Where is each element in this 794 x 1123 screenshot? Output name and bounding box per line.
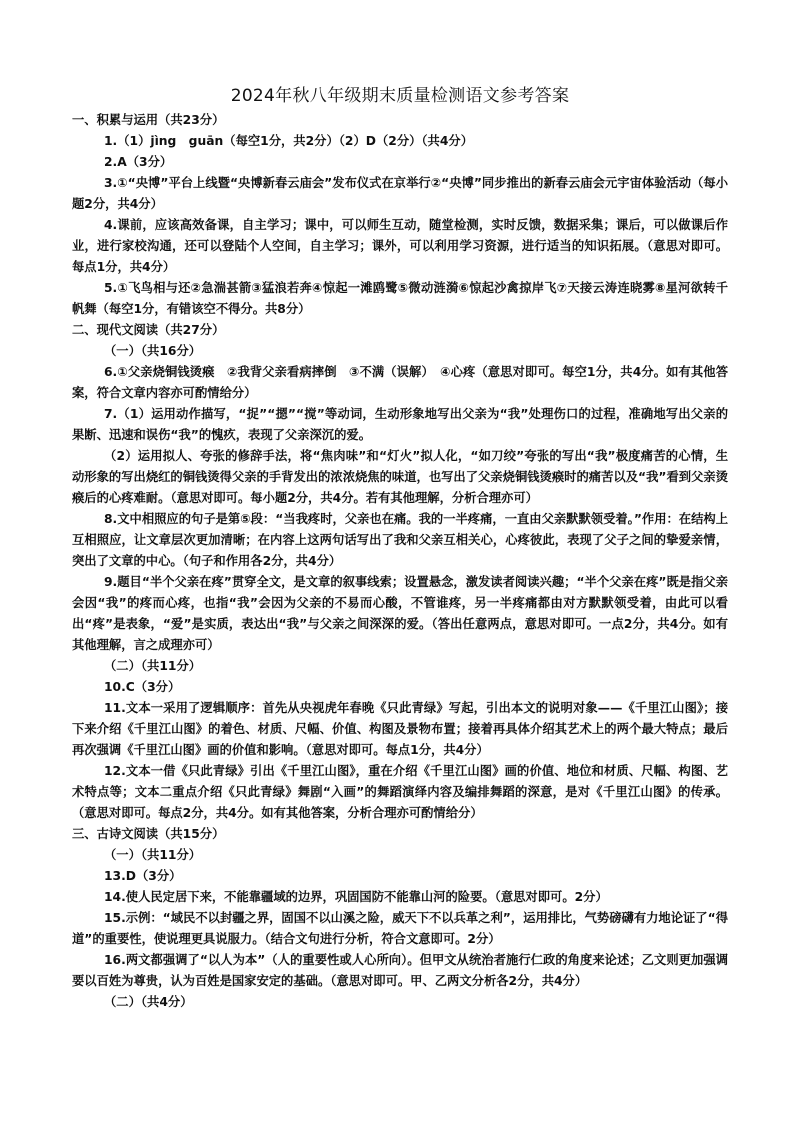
- answer-paragraph: 7.（1）运用动作描写，“捉”“摁”“搅”等动词，生动形象地写出父亲为“我”处理伤口的过程，准确地写出父亲的果断、迅速和误伤“我”的愧疚，表现了父亲深沉的爱。: [72, 407, 728, 442]
- answer-paragraph: 15.示例：“域民不以封疆之界，固国不以山溪之险，威天下不以兵革之利”，运用排比，气势磅礴有力地论证了“得道”的重要性，使说理更具说服力。（结合文句进行分析，符合文意即可。2分）: [72, 911, 728, 946]
- answer-content: [72, 110, 728, 1013]
- answer-paragraph: 8.文中相照应的句子是第⑤段：“当我疼时，父亲也在痛。我的一半疼痛，一直由父亲默默领受着。”作用：在结构上互相照应，让文章层次更加清晰；在内容上这两句话写出了我和父亲互相关心，心疼彼此，表现了父子之间的挚爱亲情，突出了文章的中心。（句子和作用各2分，共4分）: [72, 512, 728, 568]
- answer-paragraph: 9.题目“半个父亲在疼”贯穿全文，是文章的叙事线索；设置悬念，激发读者阅读兴趣；“半个父亲在疼”既是指父亲会因“我”的疼而心疼，也指“我”会因为父亲的不易而心酸，不管谁疼，另一半疼痛都由对方默默领受着，由此可以看出“疼”是表象，“爱”是实质，表达出“我”与父亲之间深深的爱。（答出任意两点，意思对即可。一点2分，共4分。如有其他理解，言之成理亦可）: [72, 575, 728, 652]
- section-heading: 三、古诗文阅读（共15分）: [72, 827, 225, 841]
- answer-paragraph: 1.（1）jìng guān（每空1分，共2分）（2）D（2分）（共4分）: [104, 134, 474, 148]
- answer-paragraph: 4.课前，应该高效备课，自主学习；课中，可以师生互动，随堂检测，实时反馈，数据采集；课后，可以做课后作业，进行家校沟通，还可以登陆个人空间，自主学习；课外，可以利用学习资源，进行适当的知识拓展。（意思对即可。每点1分，共4分）: [72, 218, 728, 274]
- answer-paragraph: （2）运用拟人、夸张的修辞手法，将“焦肉味”和“灯火”拟人化，“如刀绞”夸张的写出“我”极度痛苦的心情，生动形象的写出烧红的铜钱烫得父亲的手背发出的浓浓烧焦的味道，也写出了父亲烧铜钱烫瘊时的痛苦以及“我”看到父亲烫瘊后的心疼难耐。（意思对即可。每小题2分，共4分。若有其他理解，分析合理亦可）: [72, 449, 728, 505]
- document-title: 2024年秋八年级期末质量检测语文参考答案: [230, 86, 570, 106]
- section-heading: （一）（共16分）: [104, 344, 202, 358]
- answer-paragraph: 13.D（3分）: [104, 869, 182, 883]
- answer-paragraph: 3.①“央博”平台上线暨“央博新春云庙会”发布仪式在京举行②“央博”同步推出的新春云庙会元宇宙体验活动（每小题2分，共4分）: [72, 176, 728, 211]
- section-heading: 二、现代文阅读（共27分）: [72, 323, 225, 337]
- section-heading: （二）（共11分）: [104, 659, 202, 673]
- section-heading: （一）（共11分）: [104, 848, 202, 862]
- answer-paragraph: 10.C（3分）: [104, 680, 181, 694]
- answer-paragraph: 16.两文都强调了“以人为本”（人的重要性或人心所向）。但甲文从统治者施行仁政的角度来论述；乙文则更加强调要以百姓为尊贵，认为百姓是国家安定的基础。（意思对即可。甲、乙两文分析各2分，共4分）: [72, 953, 728, 988]
- answer-paragraph: 14.使人民定居下来，不能靠疆域的边界，巩固国防不能靠山河的险要。（意思对即可。2分）: [104, 890, 608, 904]
- answer-paragraph: 6.①父亲烧铜钱烫瘊 ②我背父亲看病摔倒 ③不满（误解） ④心疼（意思对即可。每空1分，共4分。如有其他答案，符合文章内容亦可酌情给分）: [72, 365, 728, 400]
- answer-paragraph: 5.①飞鸟相与还②急湍甚箭③猛浪若奔④惊起一滩鸥鹭⑤微动涟漪⑥惊起沙禽掠岸飞⑦天接云涛连晓雾⑧星河欲转千帆舞（每空1分，有错该空不得分。共8分）: [72, 281, 728, 316]
- section-heading: （二）（共4分）: [104, 995, 193, 1009]
- section-heading: 一、积累与运用（共23分）: [72, 113, 225, 127]
- answer-paragraph: 12.文本一借《只此青绿》引出《千里江山图》，重在介绍《千里江山图》画的价值、地位和材质、尺幅、构图、艺术特点等；文本二重点介绍《只此青绿》舞剧“入画”的舞蹈演绎内容及编排舞蹈的深意，是对《千里江山图》的传承。（意思对即可。每点2分，共4分。如有其他答案，分析合理亦可酌情给分）: [72, 764, 728, 820]
- answer-paragraph: 2.A（3分）: [104, 155, 173, 169]
- answer-paragraph: 11.文本一采用了逻辑顺序：首先从央视虎年春晚《只此青绿》写起，引出本文的说明对象——《千里江山图》；接下来介绍《千里江山图》的着色、材质、尺幅、价值、构图及景物布置；接着再具体介绍其艺术上的两个最大特点；最后再次强调《千里江山图》画的价值和影响。（意思对即可。每点1分，共4分）: [72, 701, 728, 757]
